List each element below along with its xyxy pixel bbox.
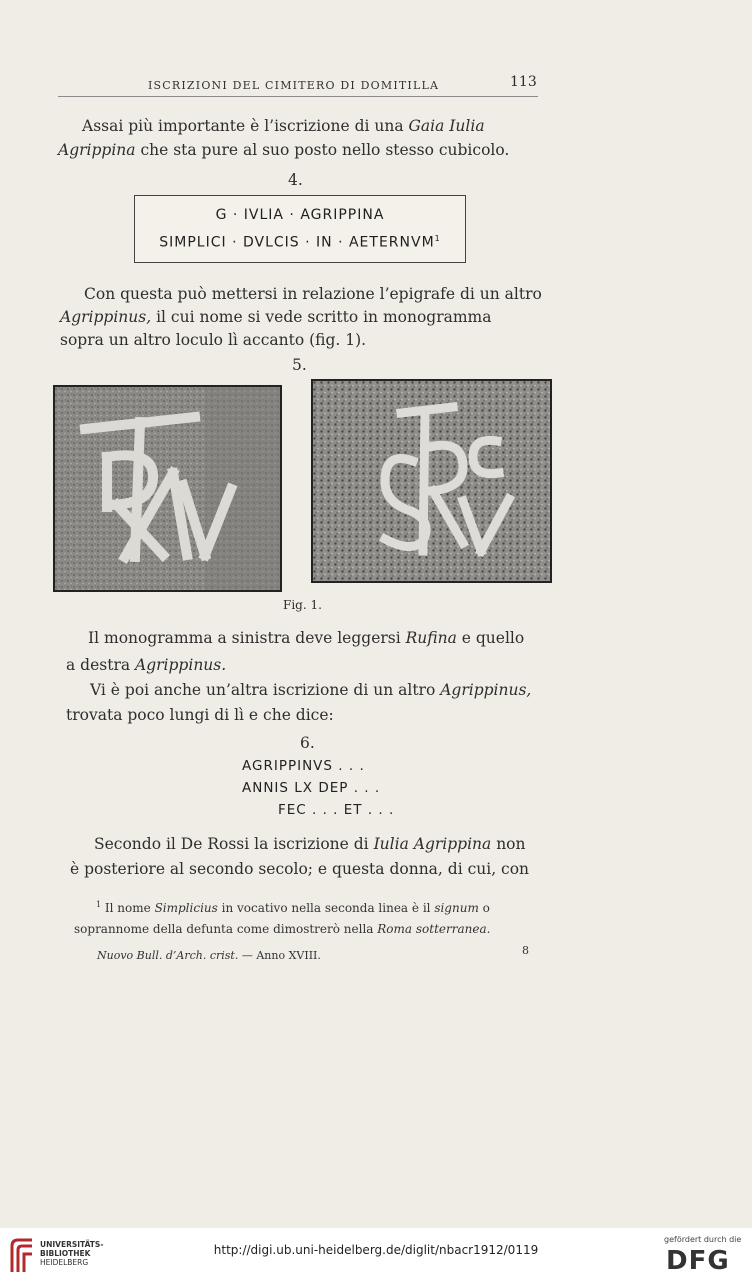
inscription-4-line-2: SIMPLICI · DVLCIS · IN · $AETERNVM^1$: [159, 234, 441, 251]
para2-line-3: sopra un altro loculo lì accanto (fig. 1).: [60, 331, 367, 349]
inscription-4-line-1: G · IVLIA · AGRIPPINA: [215, 207, 385, 223]
page-number: 113: [510, 74, 537, 90]
funded-by-text: gefördert durch die: [664, 1235, 742, 1244]
inscription-6-line-2: ANNIS LX DEP . . .: [242, 780, 381, 796]
monogram-photo-left: [53, 385, 282, 592]
para3-line-2: a destra Agrippinus.: [66, 656, 227, 674]
para2-line-1: Con questa può mettersi in relazione l’epigrafe di un altro: [84, 285, 542, 303]
inscription-6-number: 6.: [300, 734, 315, 752]
para4-line-2: trovata poco lungi di lì e che dice:: [66, 706, 334, 724]
inscription-4-number: 4.: [288, 171, 303, 189]
signature-line: Nuovo Bull. d’Arch. crist. — Anno XVIII.: [97, 949, 321, 962]
source-url-link[interactable]: http://digi.ub.uni-heidelberg.de/diglit/nbacr1912/0119: [213, 1243, 539, 1257]
inscription-6-line-1: AGRIPPINVS . . .: [242, 758, 365, 774]
header-rule: [58, 96, 538, 97]
figure-caption: Fig. 1.: [283, 598, 322, 612]
para5-line-1: Secondo il De Rossi la iscrizione di Iulia Agrippina non: [94, 835, 526, 853]
para4-line-1: Vi è poi anche un’altra iscrizione di un altro Agrippinus,: [90, 681, 532, 699]
inscription-5-number: 5.: [292, 356, 307, 374]
para5-line-2: è posteriore al secondo secolo; e questa donna, di cui, con: [70, 860, 530, 878]
para2-line-2: Agrippinus, il cui nome si vede scritto in monogramma: [60, 308, 492, 326]
intro-line-1: Assai più importante è l’iscrizione di una Gaia Iulia: [82, 117, 485, 135]
intro-line-2: Agrippina che sta pure al suo posto nello stesso cubicolo.: [58, 141, 510, 159]
monogram-photo-right: [311, 379, 552, 583]
signature-sheet-number: 8: [522, 944, 529, 957]
inscription-4-box: [134, 195, 466, 263]
inscription-6-line-3: FEC . . . ET . . .: [278, 802, 395, 818]
footnote-line-1: $^1$ Il nome Simplicius in vocativo nella seconda linea è il signum o: [96, 900, 490, 915]
para3-line-1: Il monogramma a sinistra deve leggersi Rufina e quello: [88, 629, 525, 647]
footnote-line-2: soprannome della defunta come dimostrerò nella Roma sotterranea.: [74, 922, 491, 936]
running-title: ISCRIZIONI DEL CIMITERO DI DOMITILLA: [148, 79, 440, 92]
dfg-logo: DFG: [666, 1246, 730, 1276]
library-name: UNIVERSITÄTS- BIBLIOTHEK HEIDELBERG: [40, 1240, 104, 1267]
